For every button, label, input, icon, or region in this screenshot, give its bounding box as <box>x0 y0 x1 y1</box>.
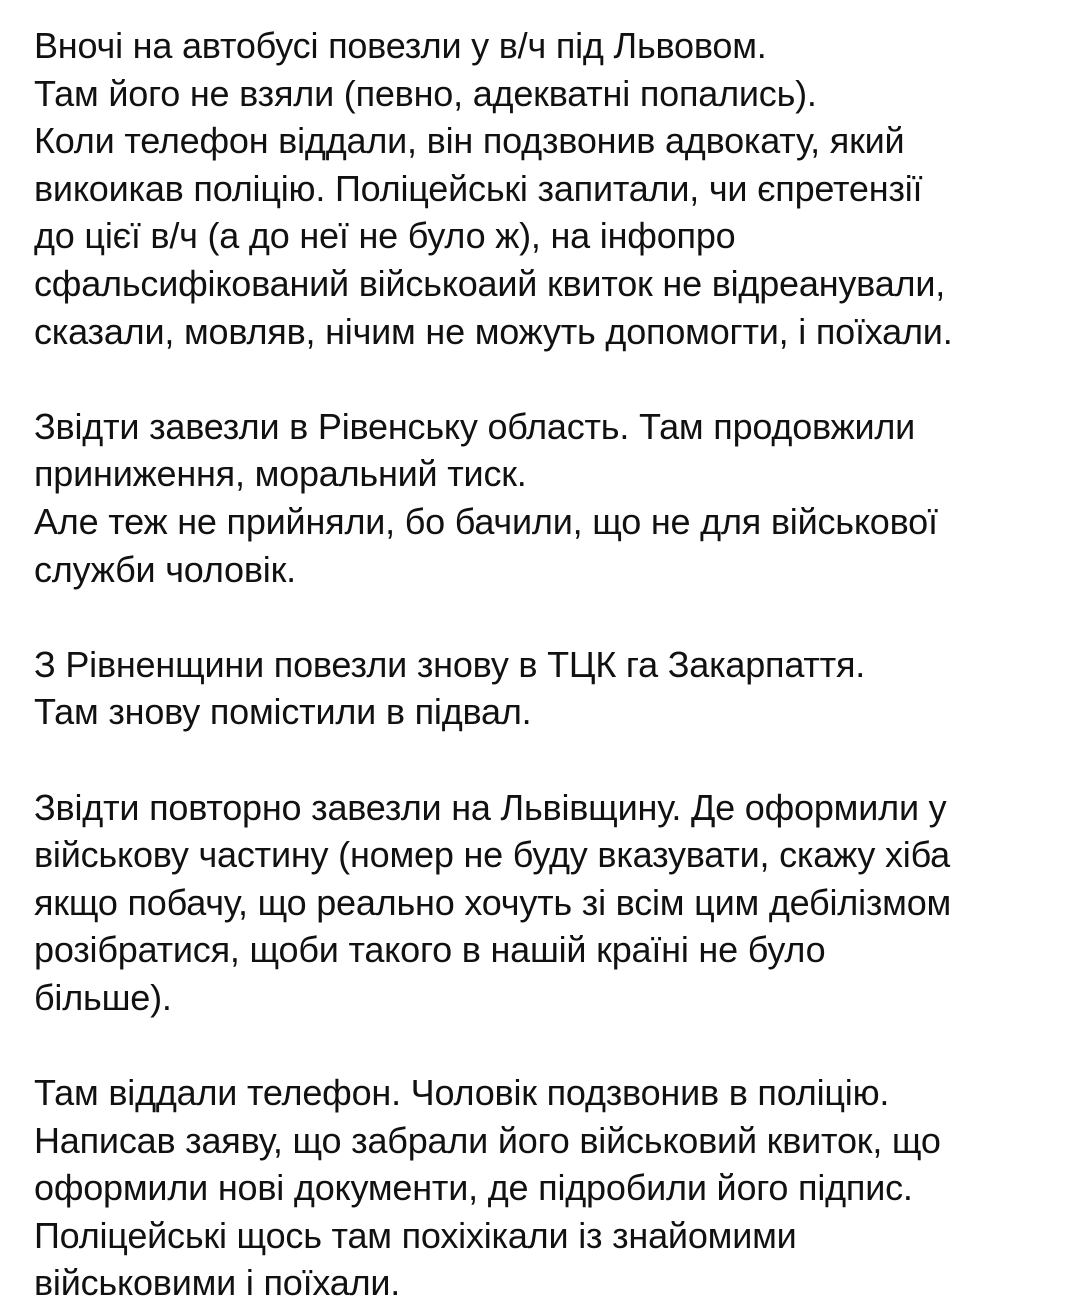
paragraph <box>34 641 1074 736</box>
text-line: Поліцейські щось там похіхікали із знайомими <box>34 1214 797 1256</box>
paragraph <box>34 403 1074 593</box>
text-line: розібратися, щоби такого в нашій країні не було <box>34 929 826 971</box>
text-line: оформили нові документи, де підробили його підпис. <box>34 1167 913 1209</box>
paragraph <box>34 1069 1074 1307</box>
text-line: служби чоловік. <box>34 548 296 590</box>
text-line: Звідти завезли в Рівенську область. Там продовжили <box>34 405 916 447</box>
text-line: сфальсифікований військоаий квиток не відреанували, <box>34 262 946 304</box>
post-text <box>34 22 1074 1307</box>
text-line: військовими і поїхали. <box>34 1262 401 1304</box>
text-line: Там віддали телефон. Чоловік подзвонив в поліцію. <box>34 1072 890 1114</box>
text-line: до цієї в/ч (а до неї не було ж), на інфопро <box>34 215 736 257</box>
paragraph <box>34 784 1074 1022</box>
text-line: Написав заяву, що забрали його військовий квиток, що <box>34 1119 941 1161</box>
text-line: приниження, моральний тиск. <box>34 453 527 495</box>
text-line: якщо побачу, що реально хочуть зі всім цим дебілізмом <box>34 881 952 923</box>
text-line: викоикав поліцію. Поліцейські запитали, чи єпретензії <box>34 167 923 209</box>
text-line: Там його не взяли (певно, адекватні попались). <box>34 72 817 114</box>
text-line: Там знову помістили в підвал. <box>34 691 532 733</box>
text-line: більше). <box>34 976 172 1018</box>
text-line: Вночі на автобусі повезли у в/ч під Львовом. <box>34 25 767 66</box>
text-line: сказали, мовляв, нічим не можуть допомогти, і поїхали. <box>34 310 953 352</box>
paragraph <box>34 22 1074 355</box>
text-line: військову частину (номер не буду вказувати, скажу хіба <box>34 834 950 876</box>
text-line: Коли телефон віддали, він подзвонив адвокату, який <box>34 120 905 162</box>
text-line: З Рівненщини повезли знову в ТЦК га Закарпаття. <box>34 643 866 685</box>
text-line: Звідти повторно завезли на Львівщину. Де оформили у <box>34 786 947 828</box>
text-line: Але теж не прийняли, бо бачили, що не для військової <box>34 500 938 542</box>
